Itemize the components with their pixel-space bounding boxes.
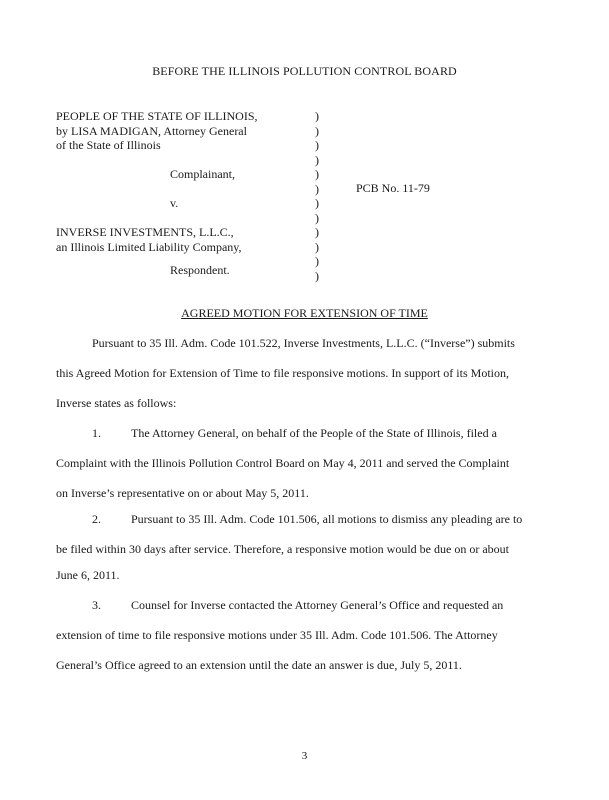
caption-paren: ) (315, 239, 319, 254)
caption-paren: ) (315, 225, 319, 239)
defendant-description: an Illinois Limited Liability Company, (56, 239, 242, 254)
defendant-name: INVERSE INVESTMENTS, L.L.C., (56, 225, 234, 239)
caption-paren: ) (315, 138, 319, 152)
paragraph-number: 1. (92, 426, 101, 440)
caption-paren: ) (315, 109, 319, 123)
caption-paren: ) (315, 210, 319, 225)
plaintiff-role: Complainant, (170, 167, 235, 181)
intro-line: Inverse states as follows: (56, 396, 177, 410)
caption-paren: ) (315, 181, 319, 196)
paragraph-line: Complaint with the Illinois Pollution Control Board on May 4, 2011 and served the Complaint (56, 456, 510, 470)
caption-paren: ) (315, 254, 319, 268)
motion-title-text: AGREED MOTION FOR EXTENSION OF TIME (181, 306, 428, 320)
plaintiff-counsel: by LISA MADIGAN, Attorney General (56, 123, 247, 138)
caption-paren: ) (315, 268, 319, 283)
paragraph-line: Counsel for Inverse contacted the Attorney General’s Office and requested an (131, 598, 504, 612)
paragraph-line: The Attorney General, on behalf of the People of the State of Illinois, filed a (131, 426, 497, 440)
paragraph-line: June 6, 2011. (56, 568, 120, 582)
paragraph-number: 3. (92, 598, 101, 612)
intro-line: Pursuant to 35 Ill. Adm. Code 101.522, Inverse Investments, L.L.C. (“Inverse”) submits (92, 336, 515, 350)
paragraph-number: 2. (92, 512, 101, 526)
paragraph-line: General’s Office agreed to an extension until the date an answer is due, July 5, 2011. (56, 658, 462, 672)
page-number: 3 (301, 750, 308, 762)
caption-paren: ) (315, 152, 319, 167)
defendant-role: Respondent. (170, 263, 230, 277)
court-heading: BEFORE THE ILLINOIS POLLUTION CONTROL BOARD (152, 64, 457, 78)
paragraph-line: be filed within 30 days after service. Therefore, a responsive motion would be due on or about (56, 542, 509, 556)
paragraph-line: on Inverse’s representative on or about May 5, 2011. (56, 486, 309, 500)
intro-line: this Agreed Motion for Extension of Time to file responsive motions. In support of its Motion, (56, 366, 509, 380)
caption-paren-column (315, 109, 319, 283)
case-number: PCB No. 11-79 (356, 181, 430, 195)
caption-paren: ) (315, 167, 319, 181)
paragraph-line: Pursuant to 35 Ill. Adm. Code 101.506, all motions to dismiss any pleading are to (131, 512, 523, 526)
plaintiff-name: PEOPLE OF THE STATE OF ILLINOIS, (56, 109, 258, 123)
paragraph-line: extension of time to file responsive motions under 35 Ill. Adm. Code 101.506. The Attorney (56, 628, 498, 642)
plaintiff-state: of the State of Illinois (56, 138, 161, 152)
motion-title (0, 306, 609, 321)
caption-paren: ) (315, 196, 319, 210)
caption-paren: ) (315, 123, 319, 138)
versus-label: v. (170, 196, 179, 210)
